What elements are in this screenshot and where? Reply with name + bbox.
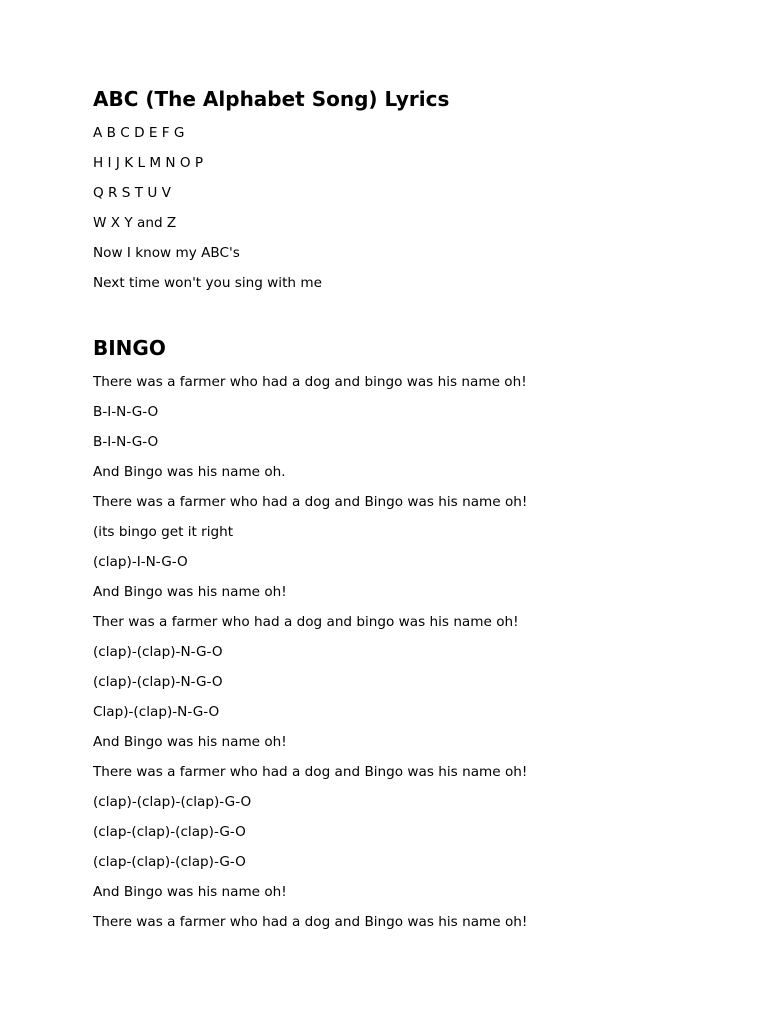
bingo-lyric-line-12: Clap)-(clap)-N-G-O	[93, 704, 220, 720]
abc-lyric-line-2: H I J K L M N O P	[93, 155, 204, 171]
bingo-song-title: BINGO	[93, 336, 166, 360]
bingo-lyric-line-15: (clap)-(clap)-(clap)-G-O	[93, 794, 252, 810]
bingo-lyric-line-2: B-I-N-G-O	[93, 404, 159, 420]
bingo-lyric-line-17: (clap-(clap)-(clap)-G-O	[93, 854, 246, 870]
bingo-lyric-line-16: (clap-(clap)-(clap)-G-O	[93, 824, 246, 840]
bingo-lyric-line-3: B-I-N-G-O	[93, 434, 159, 450]
abc-song-title: ABC (The Alphabet Song) Lyrics	[93, 87, 450, 111]
abc-lyric-line-3: Q R S T U V	[93, 185, 171, 201]
bingo-lyric-line-10: (clap)-(clap)-N-G-O	[93, 644, 223, 660]
bingo-lyric-line-8: And Bingo was his name oh!	[93, 584, 287, 600]
abc-lyric-line-1: A B C D E F G	[93, 125, 185, 141]
bingo-lyric-line-1: There was a farmer who had a dog and bingo was his name oh!	[93, 374, 527, 390]
abc-lyric-line-4: W X Y and Z	[93, 215, 177, 231]
bingo-lyric-line-18: And Bingo was his name oh!	[93, 884, 287, 900]
bingo-lyric-line-6: (its bingo get it right	[93, 524, 234, 540]
bingo-lyric-line-5: There was a farmer who had a dog and Bingo was his name oh!	[93, 494, 528, 510]
bingo-lyric-line-19: There was a farmer who had a dog and Bingo was his name oh!	[93, 914, 528, 930]
abc-lyric-line-6: Next time won't you sing with me	[93, 275, 322, 291]
abc-lyric-line-5: Now I know my ABC's	[93, 245, 240, 261]
bingo-lyric-line-14: There was a farmer who had a dog and Bingo was his name oh!	[93, 764, 528, 780]
bingo-lyric-line-11: (clap)-(clap)-N-G-O	[93, 674, 223, 690]
bingo-lyric-line-9: Ther was a farmer who had a dog and bingo was his name oh!	[93, 614, 519, 630]
bingo-lyric-line-13: And Bingo was his name oh!	[93, 734, 287, 750]
bingo-lyric-line-4: And Bingo was his name oh.	[93, 464, 286, 480]
bingo-lyric-line-7: (clap)-I-N-G-O	[93, 554, 188, 570]
